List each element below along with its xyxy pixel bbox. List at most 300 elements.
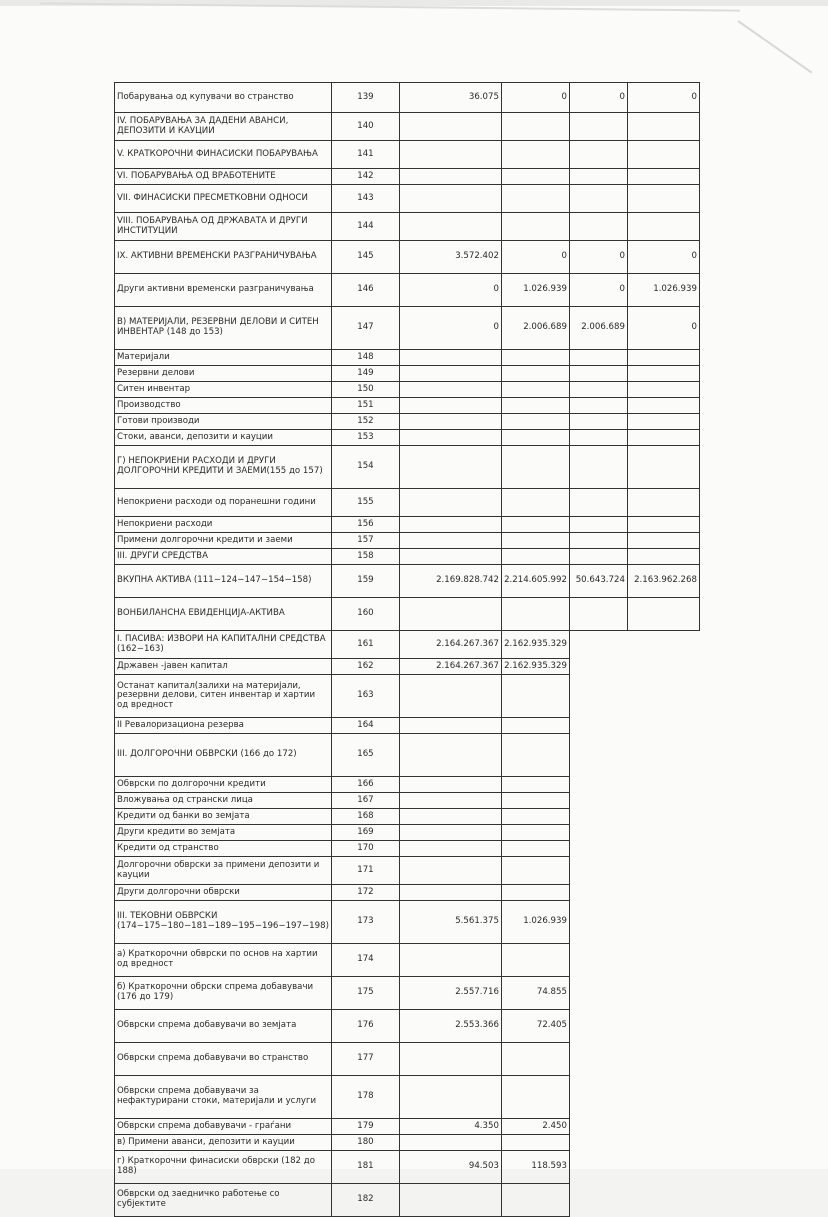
value-cell (627, 213, 699, 241)
empty-area (569, 718, 627, 734)
page-edge (737, 20, 812, 73)
value-cell (501, 718, 569, 734)
row-code: 180 (331, 1135, 399, 1151)
value-cell (569, 517, 627, 533)
value-cell (627, 549, 699, 565)
value-cell (501, 366, 569, 382)
row-label: Ситен инвентар (115, 382, 332, 398)
value-cell (569, 141, 627, 169)
table-row (115, 977, 700, 1010)
table-row (115, 274, 700, 307)
table-row (115, 718, 700, 734)
row-code: 142 (331, 169, 399, 185)
row-label: VII. ФИНАСИСКИ ПРЕСМЕТКОВНИ ОДНОСИ (115, 185, 332, 213)
empty-area (569, 809, 627, 825)
value-cell (569, 549, 627, 565)
value-cell: 94.503 (399, 1151, 501, 1184)
table-row (115, 241, 700, 274)
empty-area (569, 734, 627, 777)
row-code: 159 (331, 565, 399, 598)
value-cell (627, 382, 699, 398)
empty-area (569, 777, 627, 793)
empty-area (627, 777, 699, 793)
value-cell (627, 169, 699, 185)
value-cell (501, 825, 569, 841)
value-cell (399, 734, 501, 777)
row-label: Побарувања од купувачи во странство (115, 83, 332, 113)
value-cell (627, 489, 699, 517)
table-row (115, 1076, 700, 1119)
table-row (115, 169, 700, 185)
row-code: 163 (331, 675, 399, 718)
value-cell: 0 (627, 83, 699, 113)
empty-area (627, 1119, 699, 1135)
value-cell: 118.593 (501, 1151, 569, 1184)
row-label: VI. ПОБАРУВАЊА ОД ВРАБОТЕНИТЕ (115, 169, 332, 185)
row-code: 143 (331, 185, 399, 213)
value-cell (501, 1076, 569, 1119)
empty-area (569, 1135, 627, 1151)
row-label: Обврски спрема добавувачи во земјата (115, 1010, 332, 1043)
table-row (115, 366, 700, 382)
table-row (115, 83, 700, 113)
value-cell (399, 1135, 501, 1151)
empty-area (569, 1010, 627, 1043)
value-cell (399, 446, 501, 489)
row-code: 179 (331, 1119, 399, 1135)
value-cell (501, 1043, 569, 1076)
table-row (115, 113, 700, 141)
row-code: 157 (331, 533, 399, 549)
value-cell (501, 734, 569, 777)
value-cell: 4.350 (399, 1119, 501, 1135)
row-code: 145 (331, 241, 399, 274)
row-code: 161 (331, 631, 399, 659)
empty-area (569, 885, 627, 901)
value-cell (399, 718, 501, 734)
empty-area (627, 1076, 699, 1119)
value-cell (627, 141, 699, 169)
row-label: ВОНБИЛАНСНА ЕВИДЕНЦИЈА-АКТИВА (115, 598, 332, 631)
row-label: б) Краткорочни обрски спрема добавувачи (176 до 179) (115, 977, 332, 1010)
table-row (115, 598, 700, 631)
row-code: 148 (331, 350, 399, 366)
row-label: ВКУПНА АКТИВА (111−124−147−154−158) (115, 565, 332, 598)
table-row (115, 825, 700, 841)
row-label: Резервни делови (115, 366, 332, 382)
empty-area (569, 857, 627, 885)
table-row (115, 1043, 700, 1076)
empty-area (569, 944, 627, 977)
value-cell (569, 533, 627, 549)
row-label: Обврски спрема добавувачи во странство (115, 1043, 332, 1076)
row-label: Други долгорочни обврски (115, 885, 332, 901)
row-label: Производство (115, 398, 332, 414)
value-cell (399, 809, 501, 825)
row-label: Непокриени расходи (115, 517, 332, 533)
row-label: III. ДРУГИ СРЕДСТВА (115, 549, 332, 565)
row-label: I. ПАСИВА: ИЗВОРИ НА КАПИТАЛНИ СРЕДСТВА (162−163) (115, 631, 332, 659)
value-cell (627, 598, 699, 631)
value-cell (569, 185, 627, 213)
row-label: V. КРАТКОРОЧНИ ФИНАСИСКИ ПОБАРУВАЊА (115, 141, 332, 169)
value-cell (501, 1184, 569, 1217)
value-cell: 0 (627, 241, 699, 274)
row-code: 152 (331, 414, 399, 430)
row-label: Материјали (115, 350, 332, 366)
value-cell: 72.405 (501, 1010, 569, 1043)
value-cell: 5.561.375 (399, 901, 501, 944)
empty-area (627, 1184, 699, 1217)
value-cell (501, 141, 569, 169)
value-cell: 2.006.689 (501, 307, 569, 350)
empty-area (569, 659, 627, 675)
value-cell (501, 169, 569, 185)
table-row (115, 1184, 700, 1217)
value-cell: 2.214.605.992 (501, 565, 569, 598)
table-row (115, 777, 700, 793)
value-cell: 0 (501, 83, 569, 113)
table-row (115, 901, 700, 944)
row-code: 173 (331, 901, 399, 944)
value-cell (627, 430, 699, 446)
value-cell (501, 809, 569, 825)
value-cell: 74.855 (501, 977, 569, 1010)
value-cell: 2.450 (501, 1119, 569, 1135)
empty-area (627, 841, 699, 857)
value-cell: 0 (501, 241, 569, 274)
table-row (115, 517, 700, 533)
row-label: Вложувања од странски лица (115, 793, 332, 809)
value-cell (399, 549, 501, 565)
value-cell (569, 113, 627, 141)
value-cell (627, 398, 699, 414)
row-code: 147 (331, 307, 399, 350)
value-cell (501, 533, 569, 549)
value-cell (399, 213, 501, 241)
empty-area (627, 734, 699, 777)
row-code: 181 (331, 1151, 399, 1184)
value-cell (399, 113, 501, 141)
value-cell (399, 533, 501, 549)
value-cell (399, 885, 501, 901)
row-label: Обврски по долгорочни кредити (115, 777, 332, 793)
row-code: 172 (331, 885, 399, 901)
value-cell (399, 382, 501, 398)
row-label: II Ревалоризациона резерва (115, 718, 332, 734)
row-code: 167 (331, 793, 399, 809)
table-row (115, 841, 700, 857)
table-row (115, 213, 700, 241)
table-row (115, 489, 700, 517)
row-label: III. ДОЛГОРОЧНИ ОБВРСКИ (166 до 172) (115, 734, 332, 777)
row-label: Кредити од странство (115, 841, 332, 857)
row-code: 164 (331, 718, 399, 734)
value-cell (627, 414, 699, 430)
row-label: В) МАТЕРИЈАЛИ, РЕЗЕРВНИ ДЕЛОВИ И СИТЕН ИНВЕНТАР (148 до 153) (115, 307, 332, 350)
empty-area (627, 631, 699, 659)
table-row (115, 1010, 700, 1043)
value-cell (399, 1184, 501, 1217)
table-row (115, 793, 700, 809)
value-cell (501, 1135, 569, 1151)
table-row (115, 549, 700, 565)
table-row (115, 1119, 700, 1135)
empty-area (627, 825, 699, 841)
value-cell: 2.557.716 (399, 977, 501, 1010)
row-label: Обврски спрема добавувачи за нефактурирани стоки, материјали и услуги (115, 1076, 332, 1119)
row-code: 170 (331, 841, 399, 857)
value-cell (399, 675, 501, 718)
value-cell (399, 857, 501, 885)
row-code: 165 (331, 734, 399, 777)
value-cell (627, 113, 699, 141)
table-row (115, 446, 700, 489)
row-code: 158 (331, 549, 399, 565)
row-label: Други кредити во земјата (115, 825, 332, 841)
value-cell (627, 185, 699, 213)
value-cell: 2.162.935.329 (501, 631, 569, 659)
empty-area (569, 901, 627, 944)
table-row (115, 185, 700, 213)
row-code: 144 (331, 213, 399, 241)
value-cell: 2.163.962.268 (627, 565, 699, 598)
row-code: 166 (331, 777, 399, 793)
value-cell (627, 533, 699, 549)
value-cell (501, 489, 569, 517)
empty-area (569, 793, 627, 809)
row-label: Готови производи (115, 414, 332, 430)
empty-area (569, 825, 627, 841)
row-code: 177 (331, 1043, 399, 1076)
table-row (115, 398, 700, 414)
empty-area (569, 977, 627, 1010)
value-cell (627, 366, 699, 382)
value-cell (569, 398, 627, 414)
empty-area (569, 675, 627, 718)
value-cell (501, 382, 569, 398)
table-row (115, 382, 700, 398)
value-cell (501, 430, 569, 446)
empty-area (627, 793, 699, 809)
row-label: Стоки, аванси, депозити и кауции (115, 430, 332, 446)
table-row (115, 565, 700, 598)
value-cell (627, 446, 699, 489)
row-label: IV. ПОБАРУВАЊА ЗА ДАДЕНИ АВАНСИ, ДЕПОЗИТИ И КАУЦИИ (115, 113, 332, 141)
row-code: 162 (331, 659, 399, 675)
value-cell (501, 885, 569, 901)
value-cell (399, 430, 501, 446)
value-cell (569, 169, 627, 185)
row-code: 141 (331, 141, 399, 169)
row-code: 139 (331, 83, 399, 113)
table-row (115, 885, 700, 901)
empty-area (627, 1043, 699, 1076)
value-cell: 2.553.366 (399, 1010, 501, 1043)
row-code: 175 (331, 977, 399, 1010)
row-label: VIII. ПОБАРУВАЊА ОД ДРЖАВАТА И ДРУГИ ИНСТИТУЦИИ (115, 213, 332, 241)
value-cell: 2.164.267.367 (399, 631, 501, 659)
value-cell (627, 517, 699, 533)
value-cell (501, 446, 569, 489)
row-code: 146 (331, 274, 399, 307)
row-label: Непокриени расходи од поранешни години (115, 489, 332, 517)
table-row (115, 141, 700, 169)
empty-area (569, 1043, 627, 1076)
row-code: 176 (331, 1010, 399, 1043)
empty-area (627, 944, 699, 977)
value-cell (501, 598, 569, 631)
value-cell (399, 141, 501, 169)
table-row (115, 631, 700, 659)
value-cell (399, 350, 501, 366)
value-cell (399, 414, 501, 430)
table-row (115, 734, 700, 777)
table-row (115, 350, 700, 366)
value-cell (501, 414, 569, 430)
value-cell (399, 777, 501, 793)
value-cell (501, 517, 569, 533)
row-label: Други активни временски разграничувања (115, 274, 332, 307)
value-cell (501, 841, 569, 857)
row-code: 155 (331, 489, 399, 517)
empty-area (627, 659, 699, 675)
row-label: г) Краткорочни финасиски обврски (182 до 188) (115, 1151, 332, 1184)
value-cell (399, 598, 501, 631)
table-row (115, 944, 700, 977)
row-label: Г) НЕПОКРИЕНИ РАСХОДИ И ДРУГИ ДОЛГОРОЧНИ КРЕДИТИ И ЗАЕМИ(155 до 157) (115, 446, 332, 489)
value-cell (501, 185, 569, 213)
row-label: а) Краткорочни обврски по основ на хартии од вредност (115, 944, 332, 977)
empty-area (569, 1119, 627, 1135)
row-code: 154 (331, 446, 399, 489)
row-code: 169 (331, 825, 399, 841)
value-cell (627, 350, 699, 366)
row-code: 171 (331, 857, 399, 885)
value-cell: 1.026.939 (501, 274, 569, 307)
value-cell (399, 398, 501, 414)
value-cell: 1.026.939 (501, 901, 569, 944)
empty-area (627, 857, 699, 885)
row-code: 150 (331, 382, 399, 398)
value-cell (569, 430, 627, 446)
value-cell: 3.572.402 (399, 241, 501, 274)
value-cell (569, 213, 627, 241)
row-code: 153 (331, 430, 399, 446)
table-row (115, 659, 700, 675)
empty-area (569, 841, 627, 857)
table-row (115, 1135, 700, 1151)
row-code: 151 (331, 398, 399, 414)
value-cell (399, 185, 501, 213)
value-cell: 36.075 (399, 83, 501, 113)
balance-sheet-table (114, 82, 700, 1217)
value-cell: 0 (627, 307, 699, 350)
empty-area (627, 901, 699, 944)
row-code: 156 (331, 517, 399, 533)
table-row (115, 809, 700, 825)
value-cell (501, 793, 569, 809)
value-cell (501, 213, 569, 241)
empty-area (569, 1076, 627, 1119)
value-cell: 0 (569, 83, 627, 113)
value-cell: 2.164.267.367 (399, 659, 501, 675)
value-cell (501, 857, 569, 885)
row-code: 168 (331, 809, 399, 825)
empty-area (627, 675, 699, 718)
table-row (115, 430, 700, 446)
value-cell (501, 777, 569, 793)
value-cell (399, 825, 501, 841)
table-row (115, 675, 700, 718)
empty-area (627, 1010, 699, 1043)
table-row (115, 857, 700, 885)
row-label: Обврски спрема добавувачи - граѓани (115, 1119, 332, 1135)
value-cell (569, 350, 627, 366)
row-label: Кредити од банки во земјата (115, 809, 332, 825)
table-row (115, 414, 700, 430)
empty-area (627, 1135, 699, 1151)
row-label: Државен -јавен капитал (115, 659, 332, 675)
empty-area (569, 1184, 627, 1217)
row-code: 149 (331, 366, 399, 382)
value-cell: 0 (569, 274, 627, 307)
empty-area (569, 631, 627, 659)
value-cell (569, 414, 627, 430)
row-code: 178 (331, 1076, 399, 1119)
value-cell: 0 (399, 274, 501, 307)
value-cell: 0 (569, 241, 627, 274)
empty-area (627, 718, 699, 734)
row-code: 182 (331, 1184, 399, 1217)
row-label: Обврски од заедничко работење со субјектите (115, 1184, 332, 1217)
value-cell (569, 598, 627, 631)
row-label: Долгорочни обврски за примени депозити и кауции (115, 857, 332, 885)
value-cell (399, 366, 501, 382)
row-label: IX. АКТИВНИ ВРЕМЕНСКИ РАЗГРАНИЧУВАЊА (115, 241, 332, 274)
value-cell (569, 446, 627, 489)
value-cell (501, 113, 569, 141)
table-row (115, 1151, 700, 1184)
value-cell: 2.169.828.742 (399, 565, 501, 598)
value-cell (501, 350, 569, 366)
value-cell (569, 489, 627, 517)
value-cell: 1.026.939 (627, 274, 699, 307)
value-cell: 50.643.724 (569, 565, 627, 598)
value-cell (399, 169, 501, 185)
value-cell (569, 366, 627, 382)
value-cell: 0 (399, 307, 501, 350)
row-label: Примени долгорочни кредити и заеми (115, 533, 332, 549)
row-label: Останат капитал(залихи на материјали, резервни делови, ситен инвентар и хартии од вредност (115, 675, 332, 718)
value-cell (399, 517, 501, 533)
row-code: 160 (331, 598, 399, 631)
value-cell (569, 382, 627, 398)
empty-area (627, 885, 699, 901)
value-cell (501, 398, 569, 414)
value-cell (399, 1043, 501, 1076)
empty-area (627, 977, 699, 1010)
value-cell (501, 675, 569, 718)
value-cell (501, 549, 569, 565)
table-row (115, 307, 700, 350)
value-cell (501, 944, 569, 977)
row-label: III. ТЕКОВНИ ОБВРСКИ (174−175−180−181−189−195−196−197−198) (115, 901, 332, 944)
value-cell (399, 944, 501, 977)
value-cell: 2.162.935.329 (501, 659, 569, 675)
value-cell (399, 1076, 501, 1119)
row-code: 174 (331, 944, 399, 977)
